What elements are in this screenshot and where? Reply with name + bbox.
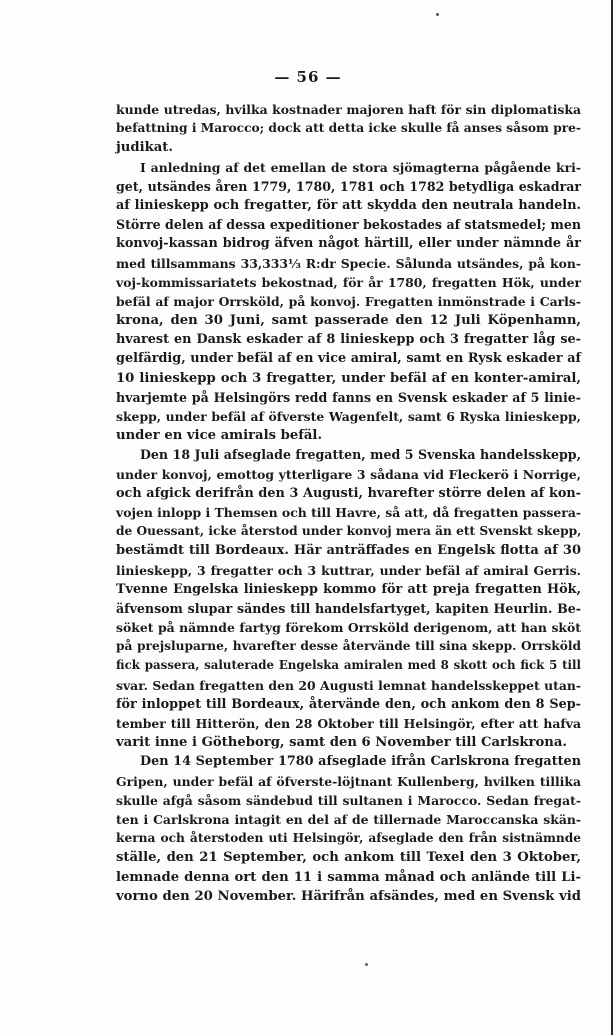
text-line: Den 18 Juli afseglade fregatten, med 5 Svenska handelsskepp,	[140, 447, 581, 463]
text-line: Tvenne Engelska linieskepp kommo för att preja fregatten Hök,	[116, 581, 581, 597]
text-line: svar. Sedan fregatten den 20 Augusti lemnat handelsskeppet utan-	[116, 677, 581, 693]
text-line: lemnade denna ort den 11 i samma månad och anlände till Li-	[116, 869, 581, 885]
ink-speck	[436, 13, 439, 16]
text-line: linieskepp, 3 fregatter och 3 kuttrar, under befäl af amiral Gerris.	[116, 562, 581, 578]
text-line: Större delen af dessa expeditioner bekostades af statsmedel; men	[116, 217, 581, 233]
text-line: hvarest en Dansk eskader af 8 linieskepp och 3 fregatter låg se-	[116, 332, 581, 348]
text-line: ten i Carlskrona intagit en del af de tillernade Maroccanska skän-	[116, 811, 581, 827]
text-line: bestämdt till Bordeaux. Här anträffades en Engelsk flotta af 30	[116, 543, 581, 559]
text-line: varit inne i Götheborg, samt den 6 November till Carlskrona.	[116, 735, 568, 751]
text-line: på prejsluparne, hvarefter desse återvände till sina skepp. Orrsköld	[116, 639, 581, 654]
text-line: söket på nämnde fartyg förekom Orrsköld derigenom, att han sköt	[116, 620, 581, 636]
text-line: skulle afgå såsom sändebud till sultanen i Marocco. Sedan fregat-	[116, 792, 581, 808]
page-number: — 56 —	[274, 68, 342, 86]
text-line: kunde utredas, hvilka kostnader majoren haft för sin diplomatiska	[116, 102, 581, 117]
text-line: gelfärdig, under befäl af en vice amiral, samt en Rysk eskader af	[116, 351, 581, 367]
text-line: hvarjemte på Helsingörs redd fanns en Svensk eskader af 5 linie-	[116, 389, 581, 405]
text-line: kerna och återstoden uti Helsingör, afseglade den från sistnämnde	[116, 831, 581, 846]
text-line: 10 linieskepp och 3 fregatter, under befäl af en konter-amiral,	[116, 370, 581, 386]
text-line: skepp, under befäl af öfverste Wagenfelt, samt 6 Ryska linieskepp,	[116, 409, 581, 424]
text-line: judikat.	[116, 140, 173, 156]
text-line: Gripen, under befäl af öfverste-löjtnant Kullenberg, hvilken tillika	[116, 773, 581, 789]
text-line: för inloppet till Bordeaux, återvände den, och ankom den 8 Sep-	[116, 696, 581, 712]
text-line: Den 14 September 1780 afseglade ifrån Carlskrona fregatten	[140, 754, 581, 770]
text-line: under konvoj, emottog ytterligare 3 sådana vid Fleckerö i Norrige,	[116, 466, 581, 482]
text-line: vojen inlopp i Themsen och till Havre, så att, då fregatten passera-	[116, 504, 581, 520]
text-line: tember till Hitterön, den 28 Oktober till Helsingör, efter att hafva	[116, 716, 581, 731]
text-line: befattning i Marocco; dock att detta icke skulle få anses såsom pre-	[116, 121, 581, 136]
text-line: krona, den 30 Juni, samt passerade den 12 Juli Köpenhamn,	[116, 313, 581, 329]
text-line: ställe, den 21 September, och ankom till Texel den 3 Oktober,	[116, 850, 581, 866]
text-line: med tillsammans 33,333⅓ R:dr Specie. Sålunda utsändes, på kon-	[116, 255, 581, 271]
text-line: befäl af major Orrsköld, på konvoj. Fregatten inmönstrade i Carls-	[116, 293, 581, 309]
text-line: I anledning af det emellan de stora sjömagterna pågående kri-	[140, 159, 581, 175]
text-line: och afgick derifrån den 3 Augusti, hvarefter större delen af kon-	[116, 485, 581, 501]
text-line: vorno den 20 November. Härifrån afsändes, med en Svensk vid	[116, 888, 581, 904]
ink-speck	[365, 963, 368, 966]
text-line: get, utsändes åren 1779, 1780, 1781 och 1782 betydliga eskadrar	[116, 178, 581, 194]
text-line: voj-kommissariatets bekostnad, för år 1780, fregatten Hök, under	[116, 274, 581, 290]
page-edge-rule	[611, 0, 613, 1035]
text-line: under en vice amirals befäl.	[116, 428, 323, 444]
text-line: äfvensom slupar sändes till handelsfartyget, kapiten Heurlin. Be-	[116, 600, 581, 616]
text-line: konvoj-kassan bidrog äfven något härtill, eller under nämnde år	[116, 236, 581, 252]
text-line: de Ouessant, icke återstod under konvoj mera än ett Svenskt skepp,	[116, 524, 582, 539]
body-text	[116, 100, 581, 906]
text-line: fick passera, saluterade Engelska amiralen med 8 skott och fick 5 till	[116, 658, 581, 673]
text-line: af linieskepp och fregatter, för att skydda den neutrala handeln.	[116, 197, 581, 213]
